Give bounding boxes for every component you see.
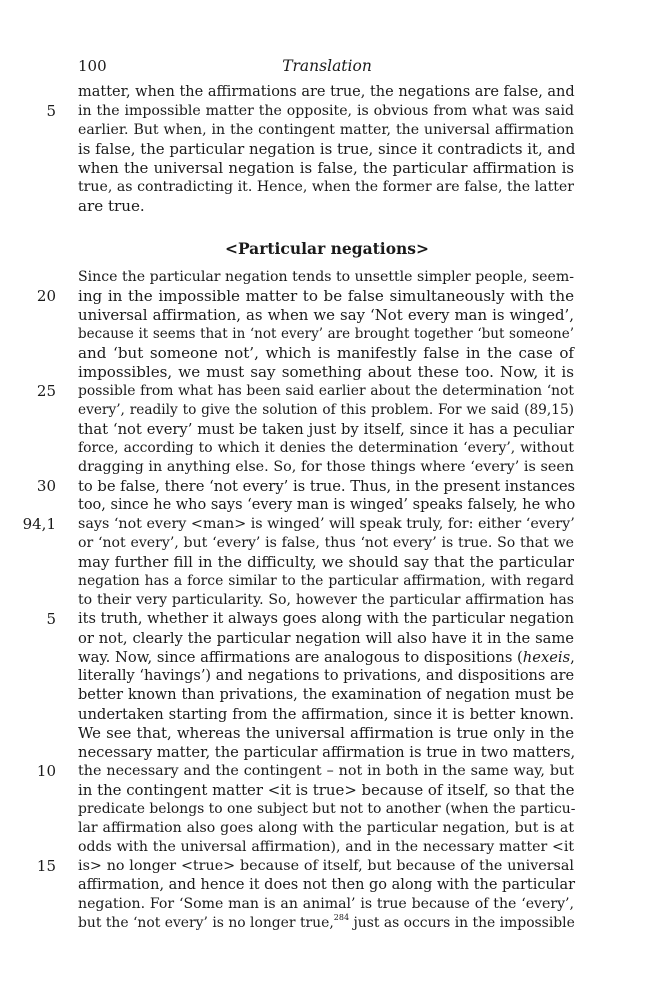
section-heading: <Particular negations> [224, 239, 430, 258]
text-line: undertaken starting from the affirmation, since it is better known. [78, 706, 574, 723]
italic-term: hexeis [522, 649, 571, 666]
text-line: We see that, whereas the universal affirmation is true only in the [78, 724, 574, 742]
line-number: 30 [36, 477, 56, 495]
text-segment: way. Now, since affirmations are analogous to dispositions ( [78, 649, 523, 666]
text-line: every’, readily to give the solution of this problem. For we said (89,15) [78, 402, 574, 418]
text-line: or not, clearly the particular negation will also have it in the same [78, 630, 574, 647]
text-line: or ‘not every’, but ‘every’ is false, thus ‘not every’ is true. So that we [78, 535, 574, 551]
text-line: the necessary and the contingent – not in both in the same way, but [78, 763, 574, 779]
line-number: 5 [46, 102, 56, 120]
page-number: 100 [78, 57, 107, 75]
text-line: says ‘not every <man> is winged’ will speak truly, for: either ‘every’ [78, 516, 575, 532]
text-line: because it seems that in ‘not every’ are brought together ‘but someone’ [78, 326, 574, 342]
text-line: to their very particularity. So, however the particular affirmation has [78, 592, 574, 608]
text-line: necessary matter, the particular affirmation is true in two matters, [78, 744, 576, 761]
text-line: odds with the universal affirmation), and in the necessary matter <it [78, 839, 574, 855]
text-line: Since the particular negation tends to unsettle simpler people, seem- [78, 269, 574, 285]
text-segment: , [570, 649, 575, 666]
text-line: literally ‘havings’) and negations to privations, and dispositions are [78, 668, 575, 684]
text-line: force, according to which it denies the determination ‘every’, without [78, 440, 574, 456]
text-line: ing in the impossible matter to be false simultaneously with the [78, 287, 574, 305]
text-line: impossibles, we must say something about these too. Now, it is [78, 363, 574, 381]
text-line: lar affirmation also goes along with the particular negation, but is at [78, 820, 574, 836]
line-number: 20 [36, 287, 56, 305]
text-line: that ‘not every’ must be taken just by itself, since it has a peculiar [78, 421, 574, 438]
text-line: earlier. But when, in the contingent matter, the universal affirmation [78, 122, 574, 138]
text-line: may further fill in the difficulty, we should say that the particular [78, 553, 574, 571]
footnote-reference[interactable]: 284 [333, 913, 350, 922]
text-line: too, since he who says ‘every man is winged’ speaks falsely, he who [78, 497, 576, 513]
text-line: negation has a force similar to the particular affirmation, with regard [78, 573, 574, 589]
text-line: true, as contradicting it. Hence, when the former are false, the latter [78, 179, 574, 195]
page-header [0, 57, 650, 77]
text-line: are true. [78, 197, 145, 215]
text-line: better known than privations, the examination of negation must be [78, 687, 574, 703]
text-line: possible from what has been said earlier about the determination ‘not [78, 383, 574, 399]
line-number: 15 [36, 857, 56, 875]
text-line: negation. For ‘Some man is an animal’ is true because of the ‘every’, [78, 896, 574, 912]
line-number: 5 [46, 610, 56, 628]
text-line [78, 648, 574, 667]
text-line [78, 914, 574, 933]
text-segment: but the ‘not every’ is no longer true, [78, 915, 334, 931]
line-number: 25 [36, 382, 56, 400]
text-line: is false, the particular negation is true, since it contradicts it, and [78, 140, 576, 158]
text-line: its truth, whether it always goes along with the particular negation [78, 611, 574, 627]
text-line: predicate belongs to one subject but not to another (when the particu- [78, 801, 576, 817]
text-line: matter, when the affirmations are true, the negations are false, and [78, 84, 575, 100]
text-line: is> no longer <true> because of itself, but because of the universal [78, 858, 574, 874]
text-line: and ‘but someone not’, which is manifestly false in the case of [78, 344, 574, 362]
line-number: 10 [36, 762, 56, 780]
running-title: Translation [282, 57, 372, 75]
text-line: universal affirmation, as when we say ‘Not every man is winged’, [78, 306, 574, 324]
line-number: 94,1 [22, 515, 56, 533]
text-line: affirmation, and hence it does not then go along with the particular [78, 877, 576, 893]
text-line: when the universal negation is false, the particular affirmation is [78, 159, 574, 177]
text-segment: just as occurs in the impossible [349, 915, 575, 931]
text-line: to be false, there ‘not every’ is true. Thus, in the present instances [78, 478, 576, 495]
text-line: in the contingent matter <it is true> because of itself, so that the [78, 781, 575, 799]
text-line: dragging in anything else. So, for those things where ‘every’ is seen [78, 459, 574, 475]
text-line: in the impossible matter the opposite, is obvious from what was said [78, 103, 574, 119]
